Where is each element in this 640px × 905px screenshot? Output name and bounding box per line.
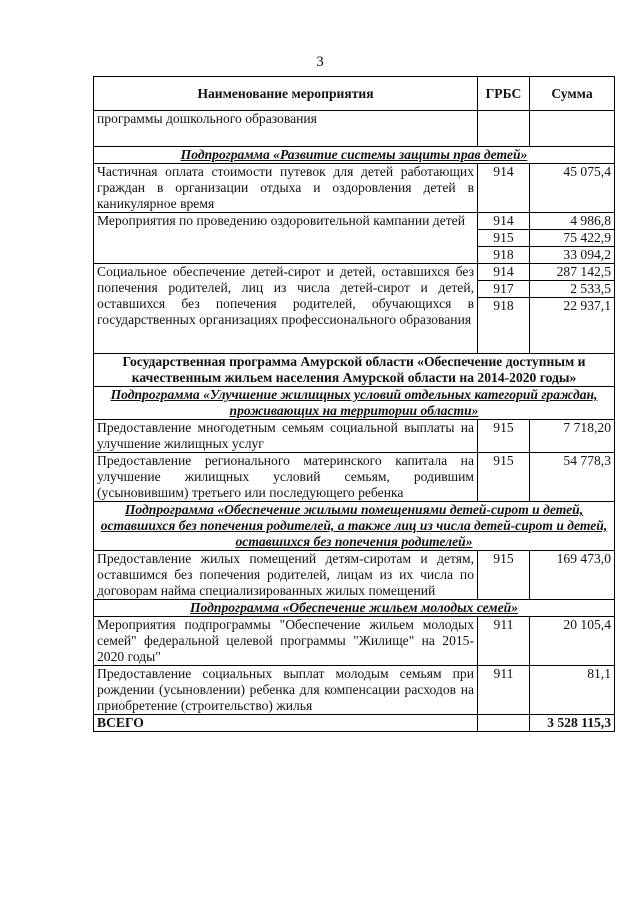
- header-sum: Сумма: [530, 77, 615, 111]
- row-sum: 81,1: [530, 666, 615, 715]
- row-name: Предоставление многодетным семьям социальной выплаты на улучшение жилищных услуг: [94, 420, 478, 453]
- row-sum: 22 937,1: [530, 298, 615, 354]
- row-name: Предоставление регионального материнского капитала на улучшение жилищных условий семьям, родившим (усыновившим) третьего или последующего ребенка: [94, 453, 478, 502]
- table-header-row: [94, 77, 615, 111]
- subprogram-title: Подпрограмма «Улучшение жилищных условий отдельных категорий граждан, проживающих на территории области»: [94, 387, 615, 420]
- row-grbs: 911: [478, 617, 530, 666]
- budget-table: [93, 76, 615, 732]
- row-sum: 33 094,2: [530, 247, 615, 264]
- subprogram-title: Подпрограмма «Обеспечение жильем молодых семей»: [94, 600, 615, 617]
- table-row: [94, 666, 615, 715]
- row-grbs: 915: [478, 453, 530, 502]
- row-grbs: 914: [478, 164, 530, 213]
- total-row: [94, 715, 615, 732]
- row-name: Частичная оплата стоимости путевок для детей работающих граждан в организации отдыха и оздоровления детей в каникулярное время: [94, 164, 478, 213]
- row-sum: 2 533,5: [530, 281, 615, 298]
- subprogram-title: Подпрограмма «Развитие системы защиты прав детей»: [94, 147, 615, 164]
- table-row: [94, 264, 615, 281]
- row-grbs: 915: [478, 420, 530, 453]
- table-row: [94, 164, 615, 213]
- row-grbs: 911: [478, 666, 530, 715]
- subprogram-row: [94, 600, 615, 617]
- row-name: Социальное обеспечение детей-сирот и детей, оставшихся без попечения родителей, лиц из числа детей-сирот и детей, оставшихся без попечения родителей, обучающихся в государственных организациях профессионального образования: [94, 264, 478, 354]
- row-sum: 54 778,3: [530, 453, 615, 502]
- row-name: Мероприятия по проведению оздоровительной кампании детей: [94, 213, 478, 264]
- program-row: [94, 354, 615, 387]
- table-row: [94, 551, 615, 600]
- row-sum: 75 422,9: [530, 230, 615, 247]
- subprogram-row: [94, 387, 615, 420]
- row-grbs: 918: [478, 298, 530, 354]
- row-name: Предоставление жилых помещений детям-сиротам и детям, оставшимся без попечения родителей, лицам из их числа по договорам найма специализированных жилых помещений: [94, 551, 478, 600]
- row-sum: 45 075,4: [530, 164, 615, 213]
- page-number: 3: [316, 54, 324, 70]
- total-sum: 3 528 115,3: [530, 715, 615, 732]
- program-title: Государственная программа Амурской области «Обеспечение доступным и качественным жильем населения Амурской области на 2014-2020 годы»: [94, 354, 615, 387]
- total-label: ВСЕГО: [94, 715, 478, 732]
- header-grbs: ГРБС: [478, 77, 530, 111]
- subprogram-row: [94, 502, 615, 551]
- header-name: Наименование мероприятия: [94, 77, 478, 111]
- table-row: [94, 453, 615, 502]
- row-grbs: 917: [478, 281, 530, 298]
- row-name: Мероприятия подпрограммы "Обеспечение жильем молодых семей" федеральной целевой программы "Жилище" на 2015-2020 годы": [94, 617, 478, 666]
- row-sum: 169 473,0: [530, 551, 615, 600]
- row-sum: 7 718,20: [530, 420, 615, 453]
- subprogram-row: [94, 147, 615, 164]
- row-sum: 20 105,4: [530, 617, 615, 666]
- row-grbs: 915: [478, 551, 530, 600]
- table-row: [94, 420, 615, 453]
- subprogram-title: Подпрограмма «Обеспечение жилыми помещениями детей-сирот и детей, оставшихся без попечения родителей, а также лиц из числа детей-сирот и детей, оставшихся без попечения родителей»: [94, 502, 615, 551]
- row-sum: [530, 111, 615, 147]
- row-name: Предоставление социальных выплат молодым семьям при рождении (усыновлении) ребенка для компенсации расходов на приобретение (строительство) жилья: [94, 666, 478, 715]
- row-grbs: 915: [478, 230, 530, 247]
- row-grbs: 914: [478, 213, 530, 230]
- table-row: [94, 213, 615, 230]
- row-name: программы дошкольного образования: [94, 111, 478, 147]
- row-grbs: 918: [478, 247, 530, 264]
- total-grbs: [478, 715, 530, 732]
- table-row: [94, 617, 615, 666]
- row-sum: 287 142,5: [530, 264, 615, 281]
- row-sum: 4 986,8: [530, 213, 615, 230]
- row-grbs: 914: [478, 264, 530, 281]
- row-grbs: [478, 111, 530, 147]
- table-row: [94, 111, 615, 147]
